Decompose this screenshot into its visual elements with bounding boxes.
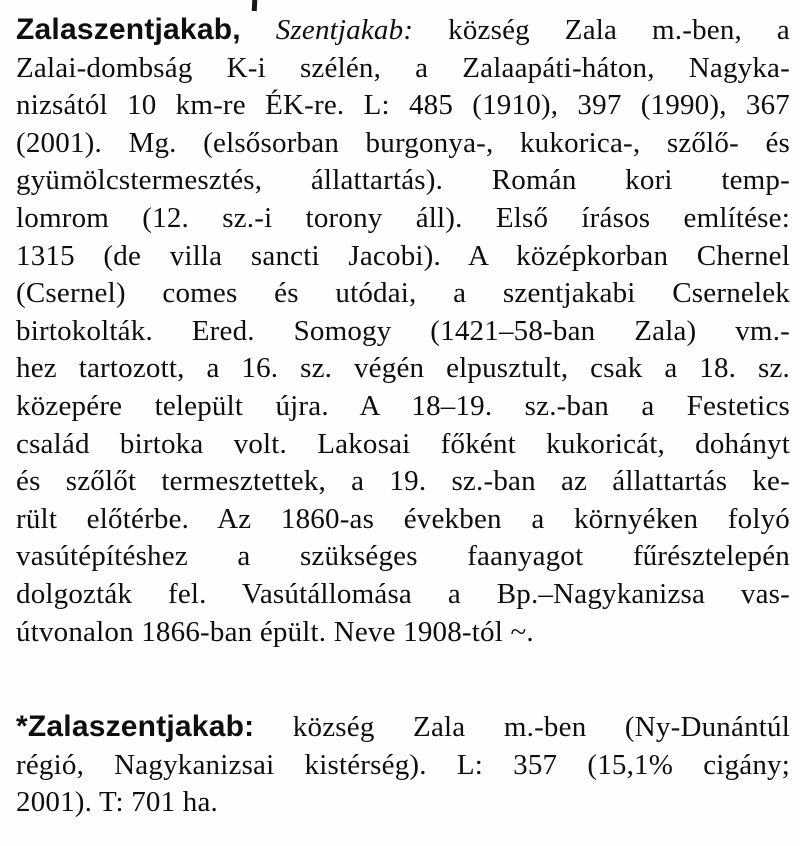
text-line: rült előtérbe. Az 1860-as években a környéken folyó: [16, 502, 790, 535]
text-line: dolgozták fel. Vasútállomása a Bp.–Nagykanizsa vas-: [16, 577, 790, 610]
text-line: (2001). Mg. (elsősorban burgonya-, kukorica-, szőlő- és: [16, 126, 790, 159]
entry-text: község Zala m.-ben (Ny-Dunántúl: [254, 711, 790, 744]
text-line: gyümölcstermesztés, állattartás). Román kori temp-: [16, 164, 790, 197]
entry-headword: *Zalaszentjakab:: [16, 710, 255, 744]
entry-headword: Zalaszentjakab,: [16, 13, 241, 46]
entry-zalaszentjakab-secondary: [0, 708, 800, 822]
text-line: család birtoka volt. Lakosai főként kukoricát, dohányt: [16, 427, 790, 460]
text-line: régió, Nagykanizsai kistérség). L: 357 (15,1% cigány;: [16, 748, 790, 781]
text-line: Zalai-dombság K-i szélén, a Zalaapáti-háton, Nagyka-: [16, 51, 790, 84]
text-line: [16, 708, 790, 747]
text-line: lomrom (12. sz.-i torony áll). Első írásos említése:: [16, 201, 790, 234]
text-line: hez tartozott, a 16. sz. végén elpusztult, csak a 18. sz.: [16, 352, 790, 385]
text-line: 2001). T: 701 ha.: [16, 786, 218, 819]
entry-variant-name: Szentjakab:: [240, 14, 414, 46]
text-line: birtokolták. Ered. Somogy (1421–58-ban Zala) vm.-: [16, 314, 790, 347]
text-line: 1315 (de villa sancti Jacobi). A középkorban Chernel: [16, 239, 790, 272]
text-line: (Csernel) comes és utódai, a szentjakabi Csernelek: [16, 277, 790, 310]
entry-text: község Zala m.-ben, a: [413, 14, 791, 46]
text-line: nizsától 10 km-re ÉK-re. L: 485 (1910), 397 (1990), 367: [16, 89, 790, 122]
text-line: és szőlőt termesztettek, a 19. sz.-ban az állattartás ke-: [16, 465, 790, 498]
text-line: közepére települt újra. A 18–19. sz.-ban a Festetics: [16, 389, 790, 422]
text-line: [16, 11, 790, 50]
text-line: vasútépítéshez a szükséges faanyagot fűrésztelepén: [16, 540, 790, 573]
text-line: útvonalon 1866-ban épült. Neve 1908-tól ~.: [16, 615, 534, 648]
